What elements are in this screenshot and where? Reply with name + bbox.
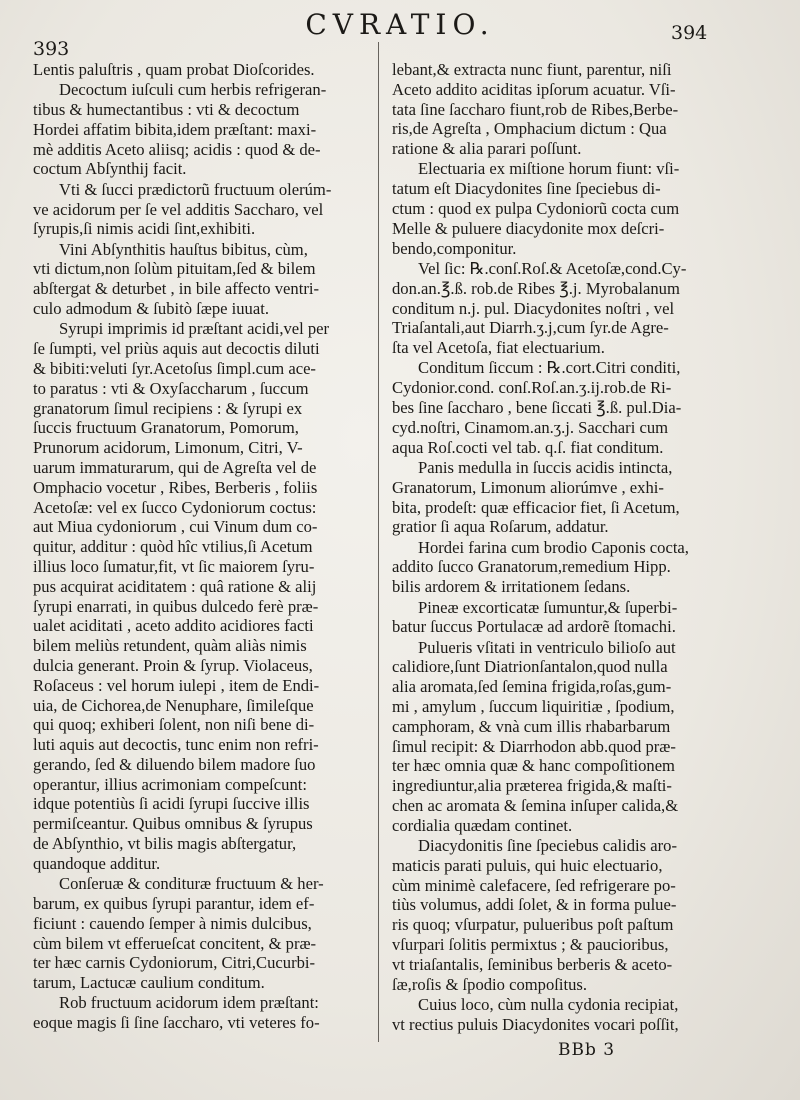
text-line: tarum, Lactucæ caulium conditum. — [33, 973, 265, 993]
text-line: bes ſine ſaccharo , bene ſiccati ℥.ß. pul.Dia- — [392, 398, 682, 418]
text-line: ter hæc omnia quæ & hanc compoſitionem — [392, 756, 675, 776]
text-column-right — [392, 60, 714, 1035]
text-line: vt rectius puluis Diacydonites vocari poſſit, — [392, 1014, 679, 1034]
text-line: cordialia quædam continet. — [392, 815, 573, 835]
paragraph — [33, 874, 368, 993]
paragraph — [392, 259, 714, 358]
text-line: batur ſuccus Portulacæ ad ardorẽ ſtomachi. — [392, 617, 676, 637]
text-line: ve acidorum per ſe vel additis Saccharo, vel — [33, 199, 324, 219]
text-line: quitur, additur : quòd hîc vtilius,ſi Acetum — [33, 537, 313, 557]
text-line: abſtergat & deturbet , in bile affecto ventri- — [33, 279, 319, 299]
text-line: Hordei farina cum brodio Caponis cocta, — [418, 537, 689, 557]
text-line: ſæ,roſis & ſpodio compoſitus. — [392, 974, 587, 994]
text-line: coctum Abſynthij facit. — [33, 159, 187, 179]
text-line: ctum : quod ex pulpa Cydoniorũ cocta cum — [392, 199, 680, 219]
paragraph — [392, 60, 714, 159]
text-line: operantur, illius acrimoniam compeſcunt: — [33, 774, 307, 794]
paragraph — [33, 240, 368, 319]
text-line: Melle & puluere diacydonite mox deſcri- — [392, 218, 665, 238]
text-line: Pulueris vſitati in ventriculo bilioſo aut — [418, 637, 676, 657]
text-line: ter hæc carnis Cydoniorum, Citri,Cucurbi- — [33, 953, 316, 973]
text-line: illius loco ſumatur,fit, vt ſic maiorem ſyru- — [33, 556, 315, 576]
text-line: mè additis Aceto aliisq; acidis : quod & de- — [33, 139, 321, 159]
text-line: ris,de Agreſta , Omphacium dictum : Qua — [392, 119, 667, 139]
text-line: Conſeruæ & condituræ fructuum & her- — [59, 874, 324, 894]
text-line: qui quoq; exhiberi ſolent, non niſi bene di- — [33, 715, 315, 735]
text-line: addito ſucco Granatorum,remedium Hipp. — [392, 557, 671, 577]
text-line: ſuccis fructuum Granatorum, Pomorum, — [33, 418, 299, 438]
paragraph — [33, 180, 368, 239]
text-line: permiſceantur. Quibus omnibus & ſyrupus — [33, 814, 313, 834]
text-line: Decoctum iuſculi cum herbis refrigeran- — [59, 80, 327, 100]
page-footer — [0, 1040, 800, 1080]
text-line: Vti & ſucci prædictorũ fructuum olerúm- — [59, 179, 332, 199]
text-line: tibus & humectantibus : vti & decoctum — [33, 100, 300, 120]
text-line: tiùs volumus, addi ſolet, & in forma pulue- — [392, 895, 677, 915]
running-header — [0, 8, 800, 60]
paragraph — [392, 638, 714, 836]
text-line: luti aquis aut decoctis, tunc enim non refri- — [33, 735, 319, 755]
text-line: ingrediuntur,alia præterea frigida,& maſti- — [392, 776, 672, 796]
text-line: ris quoq; vſurpatur, pulueribus poſt paſtum — [392, 915, 674, 935]
text-line: Granatorum, Limonum aliorúmve , exhi- — [392, 477, 664, 497]
text-line: chen ac aromata & ſemina inſuper calida,& — [392, 795, 679, 815]
signature-mark: BBb 3 — [558, 1040, 616, 1060]
text-line: bilem meliùs retundent, quàm aliàs nimis — [33, 636, 307, 656]
text-line: Roſaceus : vel horum iulepi , item de Endi- — [33, 675, 320, 695]
text-line: alia aromata,ſed ſemina frigida,roſas,gum- — [392, 677, 672, 697]
text-line: Syrupi imprimis id præſtant acidi,vel per — [59, 319, 330, 339]
text-line: culo admodum & ſubitò ſæpe iuuat. — [33, 299, 269, 319]
text-line: ſe ſumpti, vel priùs aquis aut decoctis diluti — [33, 339, 320, 359]
paragraph — [392, 598, 714, 638]
text-line: ſyrupis,ſi nimis acidi ſint,exhibiti. — [33, 219, 256, 239]
text-line: ratione & alia parari poſſunt. — [392, 139, 582, 159]
column-divider — [378, 42, 379, 1042]
text-line: calidiore,ſunt Diatrionſantalon,quod nulla — [392, 657, 668, 677]
text-line: Panis medulla in ſuccis acidis intincta, — [418, 457, 673, 477]
text-line: Cuius loco, cùm nulla cydonia recipiat, — [418, 994, 679, 1014]
text-line: Vini Abſynthitis hauſtus bibitus, cùm, — [59, 239, 308, 259]
text-line: vti dictum,non ſolùm pituitam,ſed & bilem — [33, 259, 316, 279]
text-line: lebant,& extracta nunc fiunt, parentur, niſi — [392, 60, 672, 79]
page-number-left: 393 — [33, 38, 70, 60]
text-line: uia, de Cichorea,de Nenuphare, ſimileſque — [33, 695, 314, 715]
text-line: conditum n.j. pul. Diacydonites noſtri , vel — [392, 298, 675, 318]
text-line: Lentis paluſtris , quam probat Dioſcorides. — [33, 60, 315, 79]
text-line: Electuaria ex miſtione horum fiunt: vſi- — [418, 159, 680, 179]
text-line: Omphacio vocetur , Ribes, Berberis , foliis — [33, 477, 318, 497]
text-line: Diacydonitis ſine ſpeciebus calidis aro- — [418, 836, 677, 856]
text-line: de Abſynthio, vt bilis magis abſtergatur, — [33, 834, 297, 854]
paragraph — [392, 358, 714, 457]
text-line: Vel ſic: ℞.conſ.Roſ.& Acetoſæ,cond.Cy- — [418, 258, 687, 278]
text-line: quandoque additur. — [33, 853, 161, 873]
text-line: aut Miua cydoniorum , cui Vinum dum co- — [33, 517, 318, 537]
text-line: Cydonior.cond. conſ.Roſ.an.ʒ.ij.rob.de Ri- — [392, 378, 672, 398]
text-line: pus acquirat aciditatem : quâ ratione & alij — [33, 576, 317, 596]
text-line: bita, prodeſt: quæ efficacior fiet, ſi Acetum, — [392, 497, 680, 517]
text-line: aqua Roſ.cocti vel tab. q.ſ. fiat conditum. — [392, 437, 664, 457]
text-line: to paratus : vti & Oxyſaccharum , ſuccum — [33, 378, 309, 398]
text-line: camphoram, & vnà cum illis rhabarbarum — [392, 716, 671, 736]
text-line: cùm bilem vt efferueſcat concitent, & præ- — [33, 933, 317, 953]
text-line: maticis parati puluis, qui huic electuario, — [392, 855, 663, 875]
text-line: Rob fructuum acidorum idem præſtant: — [59, 993, 319, 1013]
text-line: vt triaſantalis, ſeminibus berberis & aceto- — [392, 954, 673, 974]
text-line: dulcia generant. Proin & ſyrup. Violaceus, — [33, 655, 313, 675]
text-line: ſta vel Acetoſa, fiat electuarium. — [392, 338, 605, 358]
text-line: bendo,componitur. — [392, 238, 517, 258]
text-line: eoque magis ſi ſine ſaccharo, vti veteres fo- — [33, 1013, 320, 1033]
text-line: cùm minimè calefacere, ſed refrigerare po- — [392, 875, 676, 895]
paragraph — [392, 159, 714, 258]
paragraph — [33, 60, 368, 80]
page-number-right: 394 — [671, 22, 708, 44]
text-line: gratior ſi aqua Roſarum, addatur. — [392, 517, 609, 537]
paragraph — [392, 836, 714, 994]
running-title: CVRATIO. — [305, 8, 495, 41]
text-line: granatorum ſimul recipiens : & ſyrupi ex — [33, 398, 303, 418]
paragraph — [33, 993, 368, 1033]
text-line: ſimul recipit: & Diarrhodon abb.quod præ- — [392, 736, 676, 756]
text-line: ualet aciditati , aceto addito acidiores facti — [33, 616, 314, 636]
text-line: & bibiti:veluti ſyr.Acetoſus ſimpl.cum ace- — [33, 358, 316, 378]
text-line: ſyrupi enarrati, in quibus dulcedo ferè præ- — [33, 596, 319, 616]
paragraph — [392, 995, 714, 1035]
text-line: idque potentiùs ſi acidi ſyrupi ſuccive illis — [33, 794, 310, 814]
text-line: barum, ex quibus ſyrupi parantur, idem ef- — [33, 893, 315, 913]
text-line: Pineæ excorticatæ ſumuntur,& ſuperbi- — [418, 597, 678, 617]
text-line: uarum immaturarum, qui de Agreſta vel de — [33, 457, 317, 477]
text-column-left — [33, 60, 368, 1034]
text-line: vſurpari ſolitis permixtus ; & paucioribus, — [392, 935, 669, 955]
text-line: cyd.noſtri, Cinamom.an.ʒ.j. Sacchari cum — [392, 417, 669, 437]
text-line: gerando, ſed & diluendo bilem madore ſuo — [33, 754, 316, 774]
text-line: tata ſine ſaccharo fiunt,rob de Ribes,Berbe- — [392, 99, 679, 119]
paragraph — [392, 538, 714, 597]
text-line: Acetoſæ: vel ex ſucco Cydoniorum coctus: — [33, 497, 317, 517]
text-line: Aceto addito aciditas ipſorum acuatur. Vſi- — [392, 79, 676, 99]
paragraph — [33, 319, 368, 873]
text-line: Triaſantali,aut Diarrh.ʒ.j,cum ſyr.de Agre- — [392, 318, 669, 338]
text-line: mi , amylum , ſuccum liquiritiæ , ſpodium, — [392, 697, 675, 716]
text-line: tatum eſt Diacydonites ſine ſpeciebus di- — [392, 179, 661, 199]
text-line: Prunorum acidorum, Limonum, Citri, V- — [33, 438, 303, 458]
paragraph — [33, 80, 368, 179]
text-line: don.an.℥.ß. rob.de Ribes ℥.j. Myrobalanum — [392, 278, 680, 298]
text-line: bilis ardorem & irritationem ſedans. — [392, 577, 631, 597]
text-line: Conditum ſiccum : ℞.cort.Citri conditi, — [418, 358, 681, 378]
text-line: Hordei affatim bibita,idem præſtant: maxi- — [33, 119, 317, 139]
paragraph — [392, 458, 714, 537]
text-line: ficiunt : cauendo ſemper à nimis dulcibus, — [33, 913, 312, 933]
